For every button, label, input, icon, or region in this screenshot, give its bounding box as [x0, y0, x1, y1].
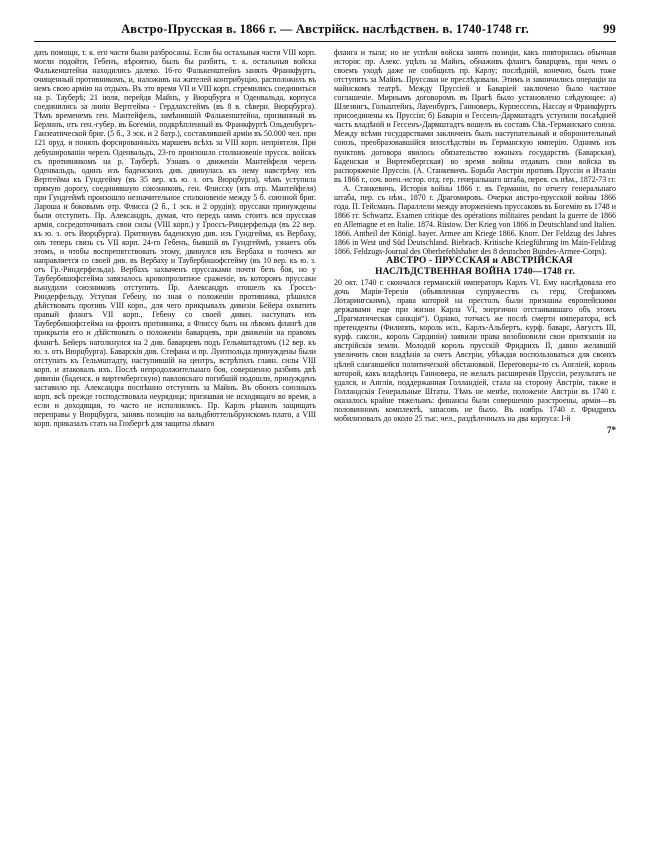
two-column-body	[34, 48, 616, 843]
left-column	[34, 48, 316, 843]
running-head-title: Австро-Прусская в. 1866 г. — Австрійск. наслѣдствен. в. 1740-1748 гг.	[121, 22, 529, 36]
section-heading: АВСТРО - ПРУССКАЯ и АВСТРІЙСКАЯ НАСЛѢДСТВЕННАЯ ВОЙНА 1740—1748 гг.	[375, 256, 575, 278]
body-paragraph: дать помощи, т. к. его части были разбросаны. Если бы остальныя части VIII корп. могли подойти, Гебенъ, вѣроятно, былъ бы разбитъ, т. к. остальныя войска Фалькенштейна находились далеко. 16-го Фалькенштейнъ занялъ Франкфуртъ, очищенный противникомъ, и, наложивъ на жителей контрибуцію, расположилъ въ немъ свою армію на отдыхъ. Въ это время VII и VIII корп. стремились соединиться на р. Тауберѣ; 21 іюля, перейдя Майнъ, у Вюрцбурга и Оденвальда, корпуса соединились за линіи Вертгейма - Гердлахсгеймъ (въ 8 в. сѣверн. Вюрцбурга). Тѣмъ временемъ ген. Мантейфель, замѣнившій Фалькенштейна, призванный въ Берлинъ, отъ ген.-губер. въ Богеміи, подкрѣпленный въ Франкфуртѣ Ольденбургъ-Ганзеатической бриг. (5 б., 3 эск. и 2 батр.), составлявшей арміи въ 50.000 чел. при 121 оруд. и понялъ форсированныхъ маршевъ всѣхъ за VIII корп. непріятеля. При дебушированіи черезъ Оденвальдъ, 23-го произошло столкновеніе прусск. войскъ съ противникомъ на р. Тауберѣ. Узнавъ о движеніи Мантейфеля черезъ Оденвальдъ, одинъ изъ баденскихъ див. двинулась къ нему навстрѣчу изъ Вертгейма къ Гундгейму (въ 35 вер. къ ю. з. отъ Вюрцбурга), чѣмъ уступила прямую дорогу, соединявшую союзниковъ, ген. Флисску (изъ отр. Мантейфеля) при Гундгеймѣ произошло незначительное столкновеніе между 5 б. союзной бриг. Лароша и боковымъ отр. Флисса (2 б., 1 эск. и 2 орудія); пруссаки принуждены были отступить. Пр. Александръ, думая, что передъ нимъ стоитъ вся прусская армія, сосредоточивалъ свои силы (VIII корп.) у Гроссъ-Риндерфельда (въ 22 вер. къ ю. з. отъ Вюрцбурга). Притянувъ баденскую див. изъ Гундгейма, къ Вербаху, онъ теперь связь съ VII корп. 24-го Гебенъ, бывшій въ Гундгеймѣ, узнаетъ объ этомъ, и чтобы воспрепятствовать этому, двинулся изъ Вербаха и толчекъ же направляется со своей див. въ Вербаху и Таубербишофсгейму (въ 10 вер. къ ю. з. отъ Гр.-Риндерфельда). Вербахъ захваченъ пруссаками почти безъ боя, но у Таубербишофсгейма завязалось кровопролитное сраженіе, въ которомъ пруссаки вынудили союзниковъ отступить. Пр. Александръ отошелъ къ Гроссъ-Риндерфельду. Уступая Гебену, но зная о положеніи противника, рѣшился дѣйствовать противъ VIII корп., для чего прикрывалъ дивизіи Бейера охватить правый флангъ VII корп., Гебену со своей дивиз. наступать изъ Таубербишофсгейма на фронтъ противника, а Флиссу быть на лѣвомъ флангѣ для прикрытія его и дѣйствовать о положеніи баварцевъ, при движеніи на правомъ флангѣ. Бейеръ натолкнулся на 2 див. баварцевъ подъ Гельмштадтомъ (12 вер. къ ю. з. отъ Вюрцбурга). Баварскія див. Стефана и пр. Луитпольда принуждены были отступать къ Гельмштадту, наступившій на центръ, встрѣтилъ главн. силы VIII корп. и атаковалъ ихъ. Послѣ непродолжительнаго боя, совершенно разбивъ двѣ дивизіи (баденск. и виртембергскую) павловскаго погибшій подошли, принужденъ заставило пр. Александра поспѣшно отступить за Майнъ. Въ обоихъ союзныхъ корп. всѣ прежде господствовала неурядица; признавая не исходящаго во время, а если и доходящая, то часто не исполнялись. Пр. Карлъ рѣшилъ защищать переправы у Вюрцбурга, занявъ позицію на вальдбюттельбрунскомъ плато, а VIII корп. приказалъ стать на Гохбергѣ для защиты лѣваго	[34, 48, 316, 428]
body-paragraph: фланга и тыла; но не успѣли войска занять позиціи, какъ повторилась обычная исторія: пр. Алекс. уцѣлъ за Майнъ, обнаживъ флангъ баварцевъ, при чемъ о своемъ уходѣ даже не сообщилъ пр. Карлу; послѣдній, конечно, былъ тоже отступить за Майнъ. Пруссаки не преслѣдовали. Этимъ и закончились операціи на майнскомъ театрѣ. Между Пруссіей и Баваріей заключено было частное соглашеніе. Мирнымъ договоромъ въ Прагѣ было установлено слѣдующее: а) Шлезвигъ, Гольштейнъ, Лауенбургъ, Ганноверъ, Курпессенъ, Нассау и Франкфуртъ присоединены къ Пруссіи; б) Баварія и Гессенъ-Дармштадтъ уступили посаѣдней часть владѣній и Гессенъ-Дармштадтъ вошелъ въ составъ Сѣв.-Германскаго союза. Между всѣми государствами заключенъ былъ наступательный и оборонительный союзъ, преобразовавшійся впослѣдствіи въ Германскую имперію. Однимъ изъ пунктовъ договора явилось обязательство южныхъ государствъ (Баварская), Баденская и Виртембергская) во время войны отдавать свои войска въ распоряженіе Пруссіи. (А. Станкевичъ. Борьба Австріи противъ Пруссіи и Италіи въ 1866 г., соч. воен.-истор. отд. гер. генеральнаго штаба, перев. съ нѣм., 1872-73 гг.	[334, 48, 616, 184]
right-column	[334, 48, 616, 843]
signature-mark: 7*	[607, 424, 616, 435]
page-header	[34, 22, 616, 38]
bibliography-paragraph: А. Станкевичъ. Исторія войны 1866 г. въ Германіи, по отчету генеральнаго штаба, пер. съ нѣм., 1870 г. Драгомировъ. Очерки австро-прусской войны 1866 года. П. Гейсманъ. Параллели между вторженіемъ пруссаковъ въ Богемію въ 1748 и 1866 гг. Schwartz. Examen critique des opérations militaires pendant la guerre de 1866 en Allemagne et en Italie. 1874. Rüstow. Der Krieg von 1866 in Deutschland und Italien. 1866. Antheil der Königl. bayer. Armee am Kriege 1866. Knorr. Der Feldzug des Jahres 1866 in West und Süd Deutschland. Biebrach. Kritische Kriegführung im Main-Feldzug 1866. Feldzugs-Journal des Oberbefehlshaber des 8 deutschen Bundes-Armee-Corps).	[334, 183, 616, 257]
page-number: 99	[603, 22, 616, 36]
section-body-paragraph: 20 окт. 1740 г. скончался германскій императоръ Карлъ VI. Ему наслѣдовала его дочь Марія-Терезія (объявленная супружествъ съ герц. Стефаномъ Лотарингскимъ), права которой на престолъ были признаны европейскими державами еще при жизни Карла VI, энергично отстаивавшаго объ этомъ „Прагматическая санкція“). Однако, тотчасъ же послѣ смерти императора, всѣ претенденты (Филиппъ, король исп., Карлъ-Альбертъ, курф. баварс, Августъ III, курф. саксон., король Сардиніи) заявили права возобновили свои притязанія на австрійскія земли. Молодой король прусскій Фридрихъ II, давно желавшій увеличить свои владѣнія за счетъ Австріи, убѣждая воспользоваться для своихъ цѣлей слагавшейся политической обстановкой. Переговоры-то съ Англіей, король которой, какъ владѣлецъ Ганновера, не желалъ расширенія Пруссіи, результатъ не удался, и Англія, поддержанная Голландіей, стала на сторону Австріи, также и Голландскія Генеральные Штаты. Тѣмъ не менѣе, положеніе Австріи въ 1740 г. оказалось крайне тяжелымъ: финансы были совершенно разстроены, арміи—въ половинномъ комплектѣ, запасовъ не было. Въ ноябрь 1740 г. Фридрихъ мобилизовалъ до около 25 тыс. чел., раздѣленныхъ на два корпуса: I-й	[334, 278, 616, 423]
header-rule	[34, 41, 616, 42]
